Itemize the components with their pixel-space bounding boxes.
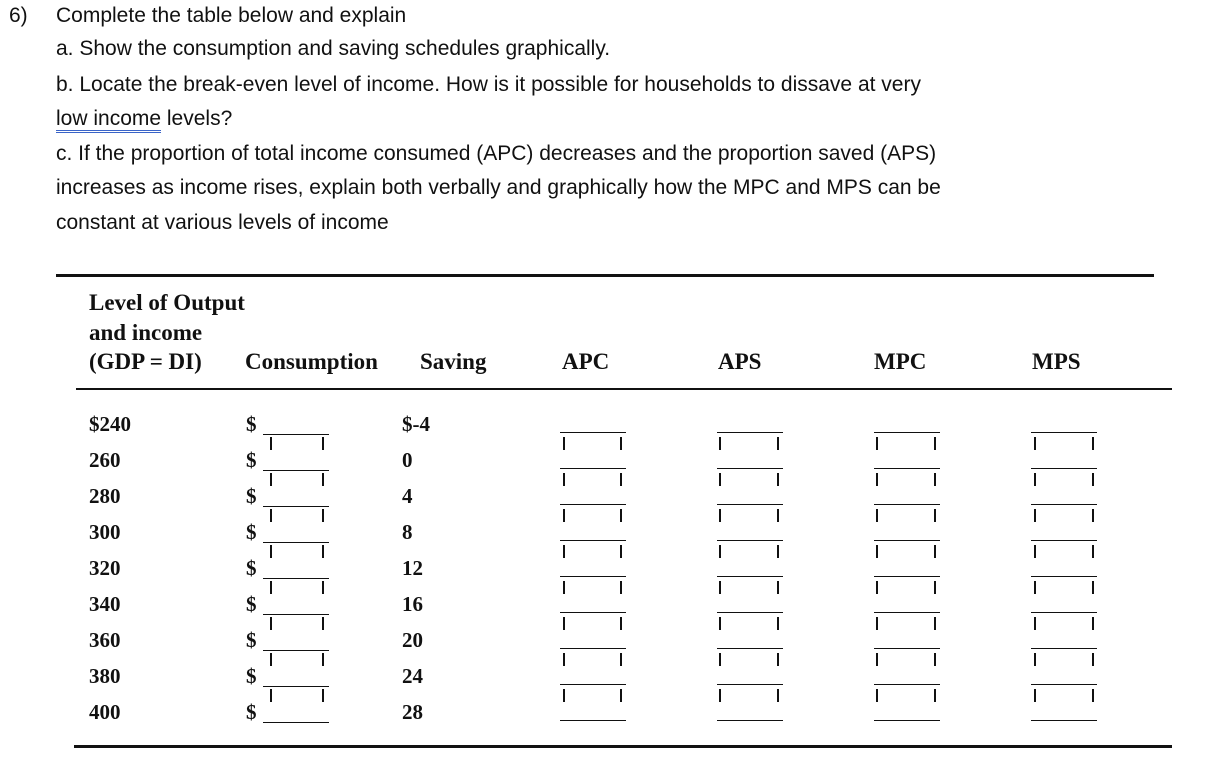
cell-divider-tick xyxy=(322,617,324,630)
apc-blank[interactable] xyxy=(560,432,626,433)
cell-divider-tick xyxy=(1034,653,1036,666)
part-c-line-3: constant at various levels of income xyxy=(56,211,389,234)
cell-divider-tick xyxy=(1092,653,1094,666)
cell-divider-tick xyxy=(719,545,721,558)
cell-divider-tick xyxy=(1034,617,1036,630)
saving-cell: 16 xyxy=(402,592,423,616)
income-cell: 400 xyxy=(89,700,121,724)
aps-blank[interactable] xyxy=(717,504,783,505)
cell-divider-tick xyxy=(620,653,622,666)
cell-divider-tick xyxy=(719,617,721,630)
consumption-blank[interactable] xyxy=(263,686,329,687)
cell-divider-tick xyxy=(563,545,565,558)
saving-cell: 24 xyxy=(402,664,423,688)
consumption-blank[interactable] xyxy=(263,650,329,651)
income-cell: $240 xyxy=(89,412,131,436)
cell-divider-tick xyxy=(563,437,565,450)
saving-cell: 8 xyxy=(402,520,413,544)
consumption-blank[interactable] xyxy=(263,722,329,723)
cell-divider-tick xyxy=(270,509,272,522)
consumption-blank[interactable] xyxy=(263,578,329,579)
apc-blank[interactable] xyxy=(560,684,626,685)
income-cell: 300 xyxy=(89,520,121,544)
consumption-dollar-sign: $ xyxy=(246,664,257,688)
aps-blank[interactable] xyxy=(717,468,783,469)
spellcheck-underlined-text: low income xyxy=(56,107,161,133)
cell-divider-tick xyxy=(1034,437,1036,450)
header-level-of-output: Level of Output xyxy=(89,290,245,315)
question-title: Complete the table below and explain xyxy=(56,4,407,27)
mpc-blank[interactable] xyxy=(874,720,940,721)
cell-divider-tick xyxy=(1092,581,1094,594)
cell-divider-tick xyxy=(322,653,324,666)
table-bottom-rule xyxy=(74,745,1172,748)
saving-cell: $-4 xyxy=(402,412,430,436)
cell-divider-tick xyxy=(934,545,936,558)
header-apc: APC xyxy=(562,349,610,374)
cell-divider-tick xyxy=(563,473,565,486)
header-consumption: Consumption xyxy=(245,349,378,374)
mps-blank[interactable] xyxy=(1031,504,1097,505)
aps-blank[interactable] xyxy=(717,540,783,541)
cell-divider-tick xyxy=(876,437,878,450)
cell-divider-tick xyxy=(876,617,878,630)
cell-divider-tick xyxy=(934,617,936,630)
cell-divider-tick xyxy=(876,545,878,558)
income-cell: 320 xyxy=(89,556,121,580)
cell-divider-tick xyxy=(1092,473,1094,486)
cell-divider-tick xyxy=(719,689,721,702)
cell-divider-tick xyxy=(934,473,936,486)
consumption-dollar-sign: $ xyxy=(246,448,257,472)
cell-divider-tick xyxy=(777,617,779,630)
saving-cell: 0 xyxy=(402,448,413,472)
cell-divider-tick xyxy=(322,473,324,486)
cell-divider-tick xyxy=(270,437,272,450)
consumption-blank[interactable] xyxy=(263,542,329,543)
cell-divider-tick xyxy=(876,581,878,594)
saving-cell: 28 xyxy=(402,700,423,724)
apc-blank[interactable] xyxy=(560,648,626,649)
cell-divider-tick xyxy=(1034,473,1036,486)
cell-divider-tick xyxy=(270,653,272,666)
cell-divider-tick xyxy=(934,653,936,666)
cell-divider-tick xyxy=(563,689,565,702)
cell-divider-tick xyxy=(1034,509,1036,522)
cell-divider-tick xyxy=(719,437,721,450)
cell-divider-tick xyxy=(270,689,272,702)
cell-divider-tick xyxy=(563,581,565,594)
mpc-blank[interactable] xyxy=(874,612,940,613)
cell-divider-tick xyxy=(934,581,936,594)
cell-divider-tick xyxy=(1092,509,1094,522)
cell-divider-tick xyxy=(934,509,936,522)
aps-blank[interactable] xyxy=(717,432,783,433)
aps-blank[interactable] xyxy=(717,648,783,649)
cell-divider-tick xyxy=(270,581,272,594)
consumption-dollar-sign: $ xyxy=(246,628,257,652)
mpc-blank[interactable] xyxy=(874,432,940,433)
header-mps: MPS xyxy=(1032,349,1081,374)
cell-divider-tick xyxy=(876,473,878,486)
mpc-blank[interactable] xyxy=(874,576,940,577)
cell-divider-tick xyxy=(777,509,779,522)
question-number: 6) xyxy=(9,4,28,27)
mps-blank[interactable] xyxy=(1031,468,1097,469)
cell-divider-tick xyxy=(1092,437,1094,450)
aps-blank[interactable] xyxy=(717,576,783,577)
table-header-rule xyxy=(76,388,1172,390)
apc-blank[interactable] xyxy=(560,720,626,721)
cell-divider-tick xyxy=(777,653,779,666)
income-cell: 340 xyxy=(89,592,121,616)
consumption-dollar-sign: $ xyxy=(246,412,257,436)
cell-divider-tick xyxy=(563,653,565,666)
cell-divider-tick xyxy=(876,689,878,702)
cell-divider-tick xyxy=(1092,617,1094,630)
cell-divider-tick xyxy=(322,437,324,450)
cell-divider-tick xyxy=(777,581,779,594)
mps-blank[interactable] xyxy=(1031,684,1097,685)
cell-divider-tick xyxy=(777,545,779,558)
mps-blank[interactable] xyxy=(1031,540,1097,541)
income-cell: 280 xyxy=(89,484,121,508)
cell-divider-tick xyxy=(563,617,565,630)
header-and-income: and income xyxy=(89,320,203,345)
cell-divider-tick xyxy=(719,581,721,594)
cell-divider-tick xyxy=(719,509,721,522)
cell-divider-tick xyxy=(322,509,324,522)
consumption-blank[interactable] xyxy=(263,506,329,507)
mps-blank[interactable] xyxy=(1031,648,1097,649)
aps-blank[interactable] xyxy=(717,720,783,721)
header-mpc: MPC xyxy=(874,349,927,374)
consumption-dollar-sign: $ xyxy=(246,700,257,724)
cell-divider-tick xyxy=(620,689,622,702)
part-b-line-1: b. Locate the break-even level of income. How is it possible for households to dissave at very xyxy=(56,73,921,96)
saving-cell: 12 xyxy=(402,556,423,580)
apc-blank[interactable] xyxy=(560,468,626,469)
header-aps: APS xyxy=(718,349,762,374)
cell-divider-tick xyxy=(322,581,324,594)
cell-divider-tick xyxy=(1092,689,1094,702)
consumption-blank[interactable] xyxy=(263,434,329,435)
cell-divider-tick xyxy=(620,473,622,486)
cell-divider-tick xyxy=(777,689,779,702)
part-b-line-2-rest: levels? xyxy=(161,107,233,130)
cell-divider-tick xyxy=(620,545,622,558)
mpc-blank[interactable] xyxy=(874,648,940,649)
income-cell: 360 xyxy=(89,628,121,652)
part-c-line-2: increases as income rises, explain both verbally and graphically how the MPC and MPS can be xyxy=(56,176,941,199)
cell-divider-tick xyxy=(934,437,936,450)
cell-divider-tick xyxy=(322,689,324,702)
apc-blank[interactable] xyxy=(560,612,626,613)
cell-divider-tick xyxy=(1092,545,1094,558)
cell-divider-tick xyxy=(934,689,936,702)
part-b-line-2 xyxy=(56,107,232,131)
consumption-dollar-sign: $ xyxy=(246,592,257,616)
mpc-blank[interactable] xyxy=(874,540,940,541)
part-c-line-1: c. If the proportion of total income consumed (APC) decreases and the proportion saved (APS) xyxy=(56,142,937,165)
table-top-rule xyxy=(56,274,1154,277)
cell-divider-tick xyxy=(563,509,565,522)
cell-divider-tick xyxy=(876,653,878,666)
part-a-text: a. Show the consumption and saving schedules graphically. xyxy=(56,37,611,60)
mps-blank[interactable] xyxy=(1031,612,1097,613)
saving-cell: 20 xyxy=(402,628,423,652)
cell-divider-tick xyxy=(719,653,721,666)
consumption-dollar-sign: $ xyxy=(246,484,257,508)
aps-blank[interactable] xyxy=(717,684,783,685)
cell-divider-tick xyxy=(322,545,324,558)
mps-blank[interactable] xyxy=(1031,432,1097,433)
cell-divider-tick xyxy=(620,581,622,594)
cell-divider-tick xyxy=(270,545,272,558)
mps-blank[interactable] xyxy=(1031,576,1097,577)
saving-cell: 4 xyxy=(402,484,413,508)
cell-divider-tick xyxy=(777,473,779,486)
cell-divider-tick xyxy=(1034,689,1036,702)
header-gdp-di: (GDP = DI) xyxy=(89,349,202,374)
consumption-dollar-sign: $ xyxy=(246,556,257,580)
cell-divider-tick xyxy=(1034,581,1036,594)
cell-divider-tick xyxy=(719,473,721,486)
consumption-dollar-sign: $ xyxy=(246,520,257,544)
mpc-blank[interactable] xyxy=(874,684,940,685)
mps-blank[interactable] xyxy=(1031,720,1097,721)
cell-divider-tick xyxy=(270,473,272,486)
apc-blank[interactable] xyxy=(560,540,626,541)
mpc-blank[interactable] xyxy=(874,504,940,505)
income-cell: 380 xyxy=(89,664,121,688)
cell-divider-tick xyxy=(1034,545,1036,558)
cell-divider-tick xyxy=(620,437,622,450)
mpc-blank[interactable] xyxy=(874,468,940,469)
apc-blank[interactable] xyxy=(560,504,626,505)
cell-divider-tick xyxy=(270,617,272,630)
consumption-blank[interactable] xyxy=(263,470,329,471)
cell-divider-tick xyxy=(777,437,779,450)
consumption-blank[interactable] xyxy=(263,614,329,615)
apc-blank[interactable] xyxy=(560,576,626,577)
header-saving: Saving xyxy=(420,349,487,374)
cell-divider-tick xyxy=(620,617,622,630)
income-cell: 260 xyxy=(89,448,121,472)
cell-divider-tick xyxy=(876,509,878,522)
aps-blank[interactable] xyxy=(717,612,783,613)
cell-divider-tick xyxy=(620,509,622,522)
